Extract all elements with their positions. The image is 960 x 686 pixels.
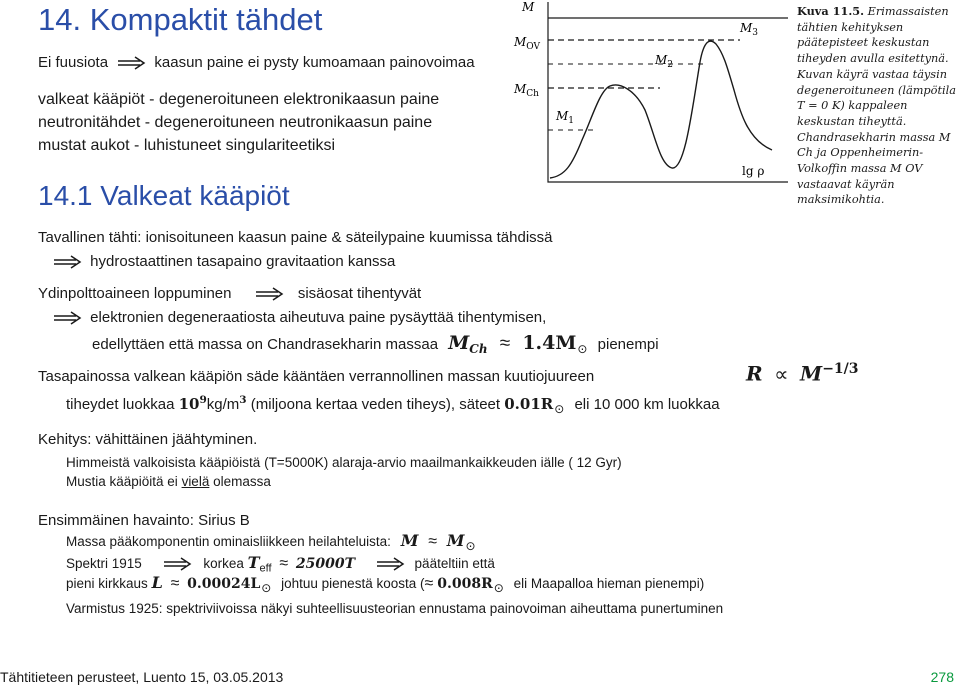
para1-line1: Tavallinen tähti: ionisoituneen kaasun paine & säteilypaine kuumissa tähdissä <box>38 229 553 246</box>
sun-symbol: ⊙ <box>493 581 504 595</box>
sun-symbol: ⊙ <box>554 402 565 416</box>
density-unit-exp: 3 <box>239 394 247 406</box>
para5-lum-b: johtuu pienestä koosta ( <box>281 576 425 591</box>
para3-line2 <box>66 394 720 416</box>
sirius-radius-value: 0.008R <box>437 576 493 592</box>
para5-spectrum-a: Spektri 1915 <box>66 556 142 571</box>
luminosity-value: 0.00024L <box>187 576 261 592</box>
mov-label: $M_{OV}$ <box>514 35 541 52</box>
y-axis-label: M <box>522 0 535 14</box>
intro-line-white-dwarfs: valkeat kääpiöt - degeneroituneen elektronikaasun paine <box>38 91 440 108</box>
caption-text: Erimassaisten tähtien kehityksen päätepisteet keskustan tiheyden avulla esitettynä. Kuvan käyrä vastaa täysin degeneroituneen (lämpötila T = 0 K) kappaleen keskustan tiheyttä. Chandrasekharin massa M Ch ja Oppenheimerin-Volkoffin massa M OV vastaavat käyrän maksimikohtia. <box>797 5 956 207</box>
footer-text: Tähtitieteen perusteet, Luento 15, 03.05.2013 <box>0 669 284 685</box>
implies-arrow-icon <box>162 557 192 571</box>
para2-line3 <box>92 332 659 356</box>
para1-line2-text: hydrostaattinen tasapaino gravitaation kanssa <box>90 253 396 270</box>
para5-lum-c: eli Maapalloa hieman pienempi) <box>513 576 705 591</box>
figure-caption <box>797 4 957 208</box>
para2-right: sisäosat tihentyvät <box>297 285 422 302</box>
implies-arrow-icon <box>52 311 82 325</box>
page-title: 14. Kompaktit tähdet <box>38 2 323 37</box>
implies-arrow-icon <box>375 557 405 571</box>
teff-symbol: T <box>247 553 260 572</box>
caption-label: Kuva 11.5. <box>797 4 865 18</box>
page-number: 278 <box>930 669 954 685</box>
para2-left: Ydinpolttoaineen loppuminen <box>38 285 232 302</box>
para3-line2-a: tiheydet luokkaa <box>66 396 175 413</box>
teff-sub: eff <box>259 562 272 575</box>
para5-line1-a: Massa pääkomponentin ominaisliikkeen heilahteluista: <box>66 534 391 549</box>
para2-line1 <box>38 285 421 302</box>
mass-density-diagram <box>510 0 790 186</box>
radius-value: 0.01R <box>504 395 554 413</box>
x-axis-label: lg ρ <box>742 164 765 178</box>
formula-m: M <box>800 361 823 386</box>
intro-fusion-right: kaasun paine ei pysty kumoamaan painovoimaa <box>154 54 475 71</box>
density-unit: kg/m <box>206 396 240 413</box>
para5-spectrum-c: pääteltiin että <box>414 556 495 571</box>
para5-last: Varmistus 1925: spektriviivoissa näkyi suhteellisuusteorian ennustama painovoiman aiheuttama punertuminen <box>66 601 724 616</box>
para4-line1: Himmeistä valkoisista kääpiöistä (T=5000K) alaraja-arvio maailmankaikkeuden iälle ( 12 Gyr) <box>66 455 622 470</box>
approx-sign: ≈ <box>279 555 289 572</box>
teff-value: 25000T <box>295 556 356 572</box>
para5-lum-a: pieni kirkkaus <box>66 576 148 591</box>
formula-prop: ∝ <box>774 363 789 386</box>
m2-label: $M_2$ <box>655 53 674 70</box>
approx-sign: ≈ <box>499 333 511 354</box>
m3-label: $M_3$ <box>740 21 759 38</box>
sun-symbol: ⊙ <box>465 539 476 553</box>
intro-line-black-holes: mustat aukot - luhistuneet singulariteetiksi <box>38 137 336 154</box>
para4-line2-b: olemassa <box>209 474 271 489</box>
para5-head: Ensimmäinen havainto: Sirius B <box>38 512 250 529</box>
formula-r: R <box>746 361 763 386</box>
chandrasekhar-mass-value: 1.4M <box>522 332 577 354</box>
m1-label: $M_1$ <box>556 109 575 126</box>
para2-line3-a: edellyttäen että massa on Chandrasekharin massaa <box>92 336 439 353</box>
density-base: 10 <box>178 395 200 413</box>
mass-density-figure <box>510 0 790 186</box>
para4-head: Kehitys: vähittäinen jäähtyminen. <box>38 431 258 448</box>
density-exp: 9 <box>199 394 207 406</box>
para5-luminosity <box>66 573 704 595</box>
mch-label: $M_{Ch}$ <box>514 82 539 99</box>
para3-line2-c: eli 10 000 km luokkaa <box>574 396 720 413</box>
para3-line1: Tasapainossa valkean kääpiön säde kääntäen verrannollinen massan kuutiojuureen <box>38 368 595 385</box>
intro-fusion-left: Ei fuusiota <box>38 54 109 71</box>
sun-mass-symbol: M <box>446 531 465 550</box>
radius-mass-relation <box>746 361 859 387</box>
para5-line1 <box>66 531 476 553</box>
intro-fusion-line <box>38 54 475 71</box>
approx-sign: ≈ <box>428 533 437 550</box>
luminosity-symbol: L <box>151 573 163 592</box>
para5-spectrum-b: korkea <box>203 556 244 571</box>
formula-exp: −1/3 <box>822 361 859 377</box>
sun-symbol: ⊙ <box>261 581 272 595</box>
approx-sign: ≈ <box>170 575 180 592</box>
para4-line2-a: Mustia kääpiöitä ei <box>66 474 182 489</box>
para1-line2 <box>48 253 395 270</box>
section-title: 14.1 Valkeat kääpiöt <box>38 180 290 211</box>
implies-arrow-icon <box>254 287 284 301</box>
para4-line2-underlined: vielä <box>181 474 210 489</box>
para3-line2-b: (miljoona kertaa veden tiheys), säteet <box>250 396 501 413</box>
intro-line-neutron-stars: neutronitähdet - degeneroituneen neutronikaasun paine <box>38 114 433 131</box>
para5-spectrum <box>66 553 495 575</box>
sirius-mass-symbol: M <box>400 531 419 550</box>
para4-line2 <box>66 474 271 489</box>
approx-sign: ≈ <box>424 575 434 592</box>
sun-symbol: ⊙ <box>577 342 588 356</box>
para2-line2 <box>48 309 546 326</box>
chandrasekhar-mass-symbol: M <box>448 332 470 354</box>
para2-line2-text: elektronien degeneraatiosta aiheutuva paine pysäyttää tihentymisen, <box>90 309 547 326</box>
para2-line3-b: pienempi <box>597 336 659 353</box>
implies-arrow-icon <box>116 56 146 70</box>
chandrasekhar-mass-sub: Ch <box>469 342 488 356</box>
implies-arrow-icon <box>52 255 82 269</box>
